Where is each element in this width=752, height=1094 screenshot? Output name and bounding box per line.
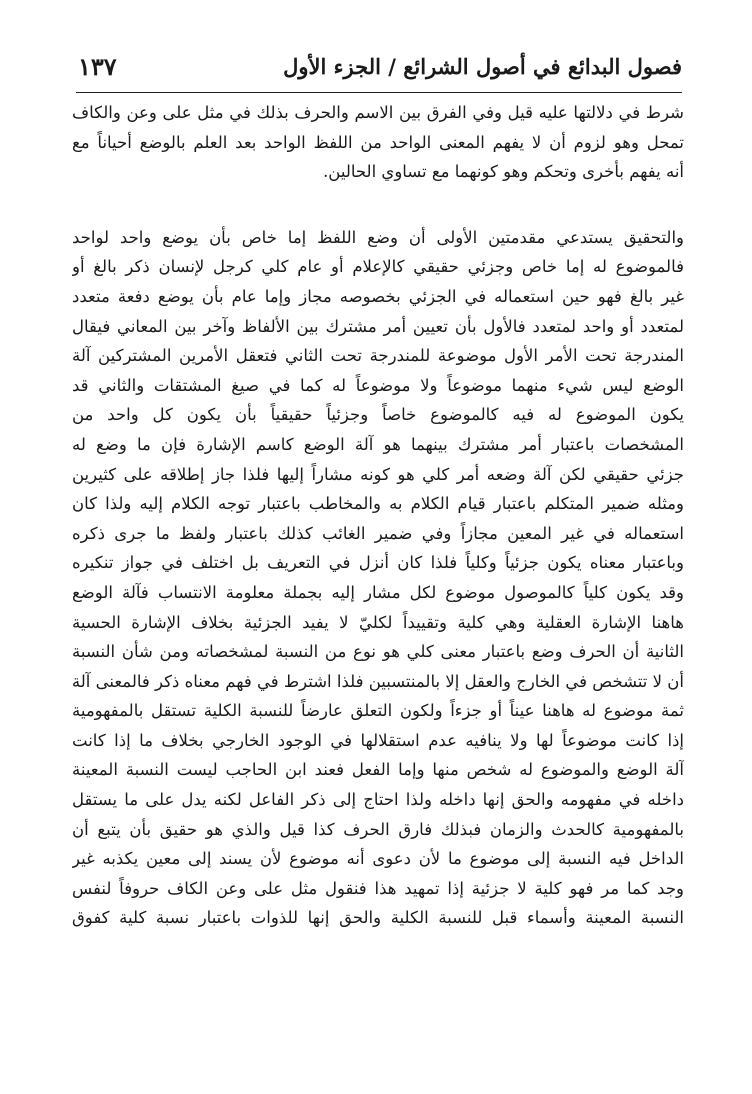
paragraph-gap xyxy=(72,187,684,223)
paragraph-2 xyxy=(72,223,684,933)
text-line: لمتعدد أو واحد لمتعدد فالأول بأن تعيين أمر مشترك بين الألفاظ وآخر بين المعاني فيقال xyxy=(72,316,684,336)
text-line: والتحقيق يستدعي مقدمتين الأولى أن وضع اللفظ إما خاص بأن يوضع واحد لواحد xyxy=(72,227,684,247)
text-line: وقد يكون كلياً كالموصول موضوع لكل مشار إليه بجملة معلومة الانتساب فآلة الوضع xyxy=(72,582,684,602)
text-line: بالمفهومية كالحدث والزمان فبذلك فارق الحرف كذا قيل والذي هو حقيق بأن يتبع أن xyxy=(72,819,684,839)
text-line: الثانية أن الحرف وضع باعتبار معنى كلي هو نوع من النسبة لمشخصاته ومن شأن النسبة xyxy=(72,642,684,662)
text-line: أنه يفهم بأخرى وتحكم وهو كونهما مع تساوي الحالين. xyxy=(323,162,684,182)
text-line: غير بالغ فهو حين استعماله في الجزئي بخصوصه مجاز وإما عام بأن يوضع دفعة متعدد xyxy=(72,286,684,306)
text-line: داخله في مفهومه والحق إنها داخله ولذا احتاج إلى ذكر الفاعل لكنه يدل على ما يستقل xyxy=(72,790,684,810)
text-line: وجد كما مر فهو كلية لا جزئية إذا تمهيد هذا فنقول مثل على وعن الكاف حروفاً لنفس xyxy=(72,878,684,898)
text-line: النسبة المعينة وأسماء قبل للنسبة الكلية والحق إنها للذوات باعتبار نسبة كلية كفوق xyxy=(72,908,684,928)
text-line: آلة الوضع والموضوع له شخص منها وإما الفعل فعند ابن الحاجب ليست النسبة المعينة xyxy=(72,760,684,780)
text-line: الوضع ليس شيء منهما موضوعاً ولا موضوعاً له كما في صيغ المشتقات والثاني قد xyxy=(72,375,684,395)
paragraph-1 xyxy=(72,98,684,187)
body-text xyxy=(72,98,684,933)
text-line: تمحل وهو لزوم أن لا يفهم المعنى الواحد من اللفظ الواحد بعد العلم بالوضع أحياناً مع xyxy=(72,132,684,152)
text-line: ثمة موضوع له هاهنا عيناً أو جزءاً ولكون التعلق عارضاً للنسبة الكلية تستقل بالمفهومية xyxy=(72,701,684,721)
text-line: هاهنا الإشارة العقلية وهي كلية وتقييداً لكليّ لا يفيد الجزئية بخلاف الإشارة الحسية xyxy=(72,612,684,632)
page-number: ١٣٧ xyxy=(78,52,117,81)
text-line: الداخل فيه النسبة إلى موضوع ما لأن دعوى أنه موضوع لأن يسند إلى معين يكذبه غير xyxy=(72,849,684,869)
text-line: فالموضوع له إما خاص وجزئي حقيقي كالإعلام أو عام كلي كرجل لإنسان ذكر بالغ أو xyxy=(72,257,684,277)
text-line: وباعتبار معناه يكون جزئياً وكلياً فلذا كان أنزل في التعريف بل اختلف في جواز تنكيره xyxy=(72,553,684,573)
text-line: يكون الموضوع له فيه كالموضوع خاصاً وجزئياً حقيقياً بأن يكون كل واحد من xyxy=(72,405,684,425)
text-line: جزئي حقيقي لكن آلة وضعه أمر كلي هو كونه مشاراً إليها فلذا جاز إطلاقه على كثيرين xyxy=(72,464,684,484)
running-header xyxy=(76,48,682,93)
text-line: أن لا تتشخص في الخارج والعقل إلا بالمنتسبين فلذا اشترط في فهم معناه ذكر فالمعنى آلة xyxy=(72,671,684,691)
text-line: استعماله في غير المعين مجازاً وفي ضمير الغائب كذلك باعتبار ولفظ ما جرى ذكره xyxy=(72,523,684,543)
text-line: شرط في دلالتها عليه قيل وفي الفرق بين الاسم والحرف بذلك في مثل على وعن والكاف xyxy=(72,103,684,122)
book-title: فصول البدائع في أصول الشرائع / الجزء الأول xyxy=(283,54,682,79)
text-line: المشخصات باعتبار أمر مشترك بينهما هو آلة الوضع كاسم الإشارة فإن ما وضع له xyxy=(72,434,684,454)
text-line: المندرجة تحت الأمر الأول موضوعة للمندرجة تحت الثاني فتعقل الأمرين المشتركين آلة xyxy=(72,346,684,366)
text-line: ومثله ضمير المتكلم باعتبار قيام الكلام به والمخاطب باعتبار توجه الكلام إليه ولذا كان xyxy=(72,494,684,514)
text-line: إذا كانت موضوعاً لها ولا ينافيه عدم استقلالها في الوجود الخارجي بخلاف ما إذا كانت xyxy=(72,730,684,750)
